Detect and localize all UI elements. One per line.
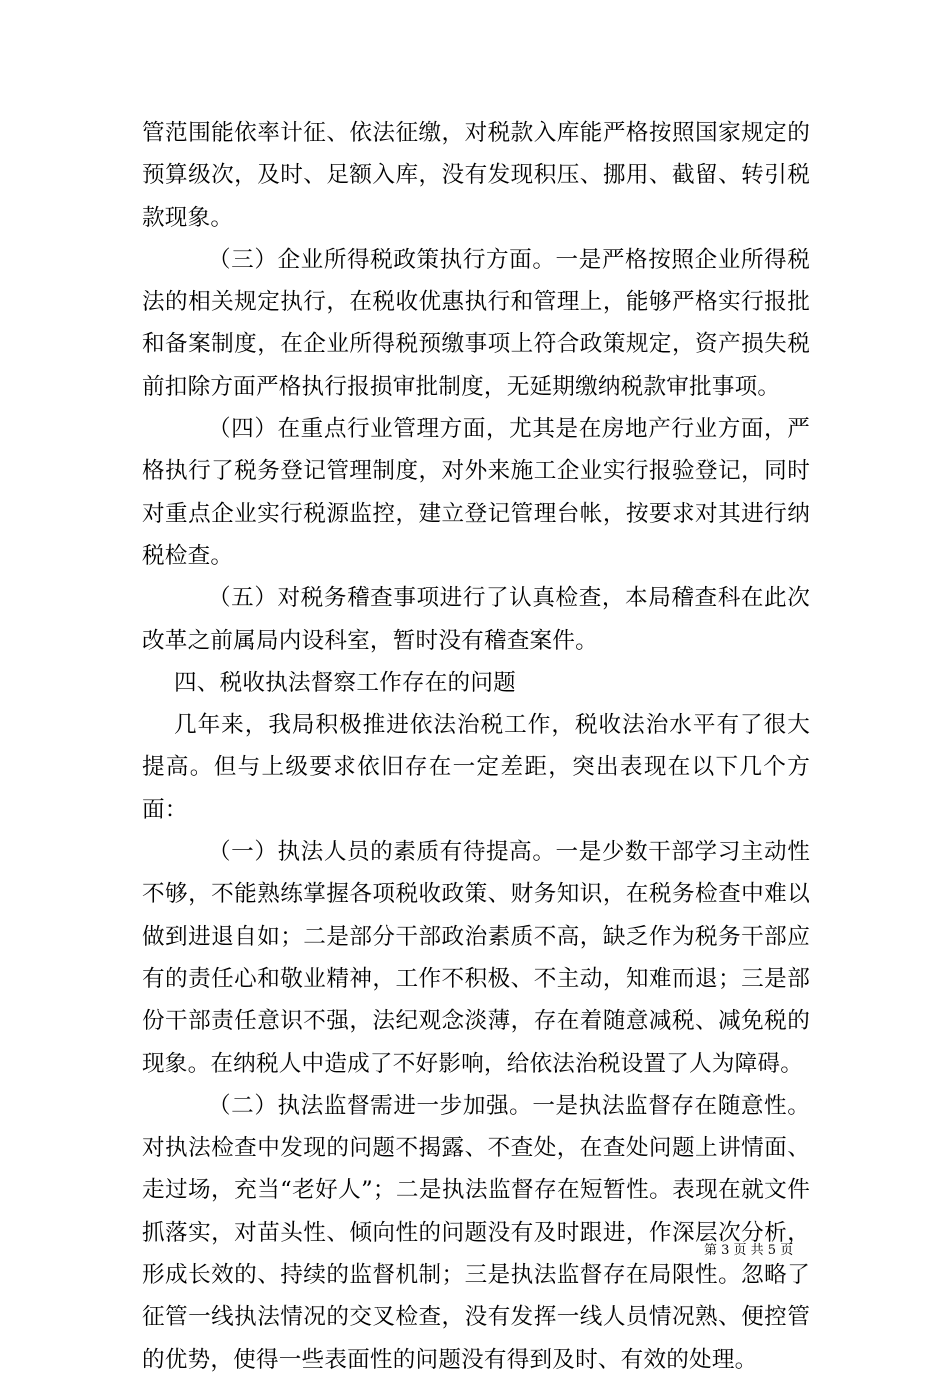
paragraph-section-5: （五）对税务稽查事项进行了认真检查，本局稽查科在此次改革之前属局内设科室，暂时没有稽查案件。 [142, 585, 810, 654]
document-body [142, 112, 810, 1381]
paragraph-section-4: （四）在重点行业管理方面，尤其是在房地产行业方面，严格执行了税务登记管理制度，对外来施工企业实行报验登记，同时对重点企业实行税源监控，建立登记管理台帐，按要求对其进行纳税检查。 [142, 416, 810, 569]
paragraph-problem-2: （二）执法监督需进一步加强。一是执法监督存在随意性。对执法检查中发现的问题不揭露、不查处，在查处问题上讲情面、走过场，充当“老好人”；二是执法监督存在短暂性。表现在就文件抓落实，对苗头性、倾向性的问题没有及时跟进，作深层次分析，形成长效的、持续的监督机制；三是执法监督存在局限性。忽略了征管一线执法情况的交叉检查，没有发挥一线人员情况熟、便控管的优势，使得一些表面性的问题没有得到及时、有效的处理。 [142, 1092, 810, 1373]
section-heading-problems: 四、税收执法督察工作存在的问题 [174, 669, 516, 696]
paragraph-continuation: 管范围能依率计征、依法征缴，对税款入库能严格按照国家规定的预算级次，及时、足额入库，没有发现积压、挪用、截留、转引税款现象。 [142, 120, 810, 231]
page-number-footer: 第 3 页 共 5 页 [704, 1243, 794, 1258]
paragraph-intro-problems: 几年来，我局积极推进依法治税工作，税收法治水平有了很大提高。但与上级要求依旧存在一定差距，突出表现在以下几个方面： [142, 712, 810, 823]
paragraph-section-3: （三）企业所得税政策执行方面。一是严格按照企业所得税法的相关规定执行，在税收优惠执行和管理上，能够严格实行报批和备案制度，在企业所得税预缴事项上符合政策规定，资产损失税前扣除方面严格执行报损审批制度，无延期缴纳税款审批事项。 [142, 246, 810, 400]
paragraph-problem-1: （一）执法人员的素质有待提高。一是少数干部学习主动性不够，不能熟练掌握各项税收政策、财务知识，在税务检查中难以做到进退自如；二是部分干部政治素质不高，缺乏作为税务干部应有的责任心和敬业精神，工作不积极、不主动，知难而退；三是部份干部责任意识不强，法纪观念淡薄，存在着随意减税、减免税的现象。在纳税人中造成了不好影响，给依法治税设置了人为障碍。 [142, 839, 810, 1077]
